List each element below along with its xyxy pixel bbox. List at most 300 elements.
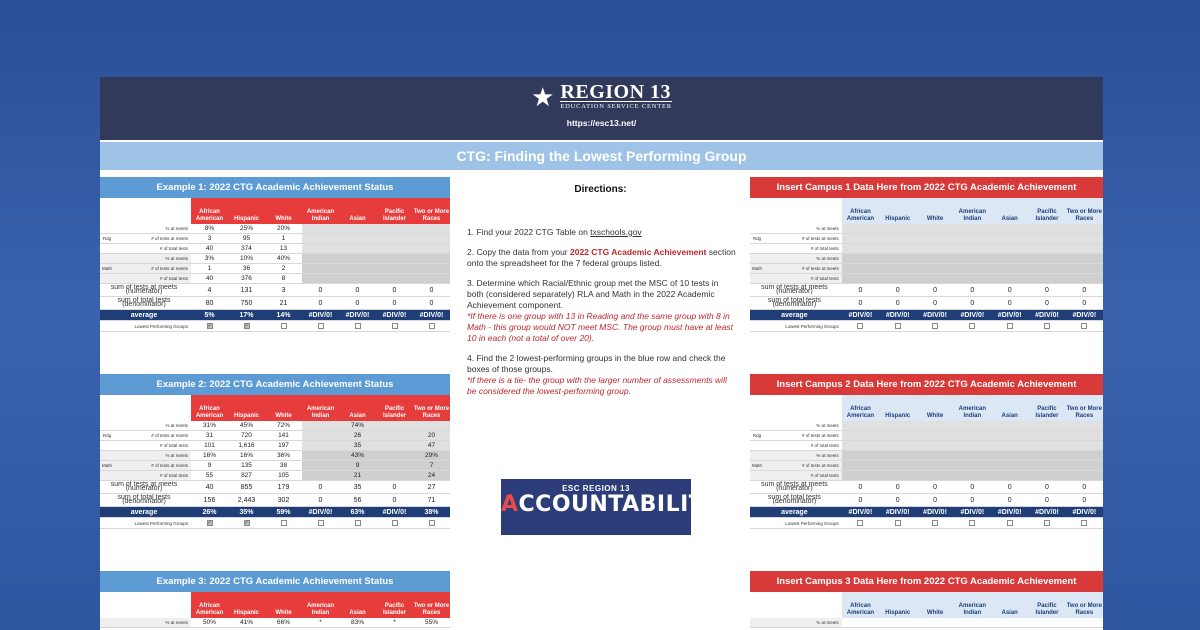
data-cell[interactable] <box>954 244 991 254</box>
data-cell[interactable] <box>916 264 953 274</box>
table-cell[interactable] <box>954 618 991 628</box>
group-header: White <box>265 592 302 618</box>
checkbox-icon[interactable] <box>857 520 863 526</box>
checkbox-icon[interactable] <box>969 323 975 329</box>
step-4-text: 4. Find the 2 lowest-performing groups in the blue row and check the boxes of those groups. <box>467 353 726 374</box>
data-cell[interactable] <box>1066 421 1103 431</box>
data-cell[interactable] <box>1028 234 1065 244</box>
table-cell[interactable] <box>991 618 1028 628</box>
row-label: # of total tests <box>764 274 842 284</box>
sum-meets-row-cell: 0 <box>879 481 916 494</box>
data-cell: 20% <box>265 224 302 234</box>
data-cell: 47 <box>413 441 450 451</box>
row-group-label <box>100 441 114 451</box>
data-cell: 197 <box>265 441 302 451</box>
data-cell[interactable] <box>1028 441 1065 451</box>
lowest-checkbox-cell <box>376 321 413 332</box>
data-cell[interactable] <box>991 224 1028 234</box>
step-2-highlight: 2022 CTG Academic Achievement <box>570 247 707 257</box>
lowest-checkbox-cell <box>954 321 991 332</box>
checkbox-icon[interactable] <box>1007 323 1013 329</box>
data-cell[interactable] <box>991 451 1028 461</box>
data-cell[interactable] <box>1028 421 1065 431</box>
data-cell[interactable] <box>879 234 916 244</box>
data-cell <box>302 431 339 441</box>
average-cell: #DIV/0! <box>954 310 991 321</box>
sum-total-row-cell: 21 <box>265 297 302 310</box>
data-cell[interactable] <box>842 441 879 451</box>
data-cell <box>339 224 376 234</box>
row-group-label <box>750 244 764 254</box>
group-header: Hispanic <box>228 198 265 224</box>
data-cell[interactable] <box>842 431 879 441</box>
sum-meets-row-cell: 0 <box>842 481 879 494</box>
data-cell[interactable] <box>1066 244 1103 254</box>
sum-total-row-cell: 0 <box>954 494 991 507</box>
data-cell[interactable] <box>1028 254 1065 264</box>
group-header: African American <box>191 198 228 224</box>
step-2-text-end: section onto the spreadsheet for the 7 federal groups listed. <box>467 247 736 268</box>
checkbox-checked-icon[interactable]: ✓ <box>244 519 249 526</box>
data-cell: 2 <box>265 264 302 274</box>
checkbox-icon[interactable] <box>355 323 361 329</box>
group-header: Two or More Races <box>413 592 450 618</box>
lowest-checkbox-cell <box>191 321 228 332</box>
campus-2-panel <box>750 374 1103 529</box>
group-header: Hispanic <box>879 395 916 421</box>
data-cell: 36% <box>265 451 302 461</box>
data-cell[interactable] <box>991 264 1028 274</box>
table-cell[interactable] <box>879 618 916 628</box>
data-cell: 16% <box>191 451 228 461</box>
average-cell: #DIV/0! <box>991 310 1028 321</box>
data-cell[interactable] <box>879 461 916 471</box>
data-cell: 26 <box>339 431 376 441</box>
table-cell: 50% <box>191 618 228 628</box>
group-header: American Indian <box>954 395 991 421</box>
data-cell[interactable] <box>1066 441 1103 451</box>
row-label: % at meets <box>764 224 842 234</box>
data-cell[interactable] <box>879 451 916 461</box>
campus-1-table <box>750 198 1103 332</box>
lowest-checkbox-cell <box>1066 321 1103 332</box>
data-cell <box>302 421 339 431</box>
sum-meets-row-cell: 0 <box>991 284 1028 297</box>
row-group-label: Math <box>750 461 764 471</box>
data-cell[interactable] <box>954 461 991 471</box>
average-cell: #DIV/0! <box>954 507 991 518</box>
checkbox-icon[interactable] <box>318 323 324 329</box>
lowest-checkbox-cell <box>265 321 302 332</box>
data-cell[interactable] <box>879 264 916 274</box>
data-cell <box>302 461 339 471</box>
data-cell: 24 <box>413 471 450 481</box>
data-cell[interactable] <box>842 471 879 481</box>
sum-meets-row-cell: 0 <box>413 284 450 297</box>
sum-total-row-cell: 0 <box>879 494 916 507</box>
data-cell[interactable] <box>1028 431 1065 441</box>
data-cell[interactable] <box>879 421 916 431</box>
data-cell: 31 <box>191 431 228 441</box>
sum-meets-row-cell: 0 <box>991 481 1028 494</box>
step-2-text: 2. Copy the data from your <box>467 247 570 257</box>
data-cell[interactable] <box>1028 461 1065 471</box>
data-cell[interactable] <box>991 461 1028 471</box>
average-cell: #DIV/0! <box>1028 507 1065 518</box>
data-cell: 9 <box>191 461 228 471</box>
row-label: % at meets <box>764 254 842 264</box>
data-cell[interactable] <box>1066 234 1103 244</box>
data-cell: 3 <box>191 234 228 244</box>
table-cell[interactable] <box>916 618 953 628</box>
sum-meets-row-cell: 0 <box>302 481 339 494</box>
checkbox-checked-icon[interactable]: ✓ <box>244 322 249 329</box>
row-label: # of tests at meets <box>764 264 842 274</box>
sum-meets-row-cell: 0 <box>879 284 916 297</box>
data-cell <box>376 431 413 441</box>
sum-meets-row-cell: 0 <box>376 284 413 297</box>
data-cell[interactable] <box>991 244 1028 254</box>
lowest-checkbox-cell <box>879 321 916 332</box>
group-header: Two or More Races <box>413 198 450 224</box>
example-2-panel <box>100 374 450 529</box>
sum-meets-row-cell: 4 <box>191 284 228 297</box>
average-cell: 59% <box>265 507 302 518</box>
data-cell[interactable] <box>842 451 879 461</box>
data-cell[interactable] <box>916 451 953 461</box>
data-cell[interactable] <box>1028 451 1065 461</box>
lowest-checkbox-cell <box>265 518 302 529</box>
sum-total-row-cell: 0 <box>991 297 1028 310</box>
lowest-checkbox-cell <box>228 321 265 332</box>
data-cell[interactable] <box>954 431 991 441</box>
group-header: American Indian <box>302 592 339 618</box>
header-spacer <box>750 592 764 618</box>
data-cell[interactable] <box>991 421 1028 431</box>
checkbox-icon[interactable] <box>1044 520 1050 526</box>
checkbox-icon[interactable] <box>281 520 287 526</box>
sum-total-row-cell: 0 <box>1066 297 1103 310</box>
data-cell: 1 <box>265 234 302 244</box>
group-header: White <box>916 592 953 618</box>
accountability-logo-a: A <box>501 492 519 517</box>
group-header: Two or More Races <box>1066 592 1103 618</box>
data-cell[interactable] <box>954 224 991 234</box>
checkbox-icon[interactable] <box>857 323 863 329</box>
data-cell[interactable] <box>916 421 953 431</box>
average-label: average <box>100 310 191 321</box>
row-label: # of total tests <box>114 471 191 481</box>
checkbox-icon[interactable] <box>429 323 435 329</box>
sum-total-row-cell: 0 <box>376 297 413 310</box>
row-label: sum of tests at meets (numerator) <box>100 284 191 297</box>
data-cell[interactable] <box>842 264 879 274</box>
table-cell: * <box>376 618 413 628</box>
data-cell[interactable] <box>1028 264 1065 274</box>
data-cell[interactable] <box>991 431 1028 441</box>
data-cell[interactable] <box>954 441 991 451</box>
checkbox-icon[interactable] <box>281 323 287 329</box>
group-header: Pacific Islander <box>376 395 413 421</box>
lowest-checkbox-cell <box>302 518 339 529</box>
table-cell[interactable] <box>842 618 879 628</box>
data-cell[interactable] <box>879 441 916 451</box>
data-cell[interactable] <box>916 244 953 254</box>
data-cell[interactable] <box>991 441 1028 451</box>
average-label: average <box>750 507 842 518</box>
lowest-checkbox-cell <box>1028 321 1065 332</box>
data-cell[interactable] <box>879 471 916 481</box>
group-header: Hispanic <box>228 592 265 618</box>
sum-total-row-cell: 0 <box>842 297 879 310</box>
data-cell <box>376 234 413 244</box>
data-cell[interactable] <box>1066 431 1103 441</box>
data-cell: 827 <box>228 471 265 481</box>
data-cell <box>376 471 413 481</box>
group-header: Hispanic <box>879 198 916 224</box>
data-cell[interactable] <box>916 431 953 441</box>
data-cell[interactable] <box>842 254 879 264</box>
sum-total-row-cell: 302 <box>265 494 302 507</box>
data-cell[interactable] <box>842 274 879 284</box>
sum-total-row-cell: 0 <box>1028 297 1065 310</box>
row-label: sum of tests at meets (numerator) <box>100 481 191 494</box>
data-cell: 9 <box>339 461 376 471</box>
row-label: % at meets <box>114 224 191 234</box>
checkbox-icon[interactable] <box>1081 520 1087 526</box>
data-cell: 40 <box>191 244 228 254</box>
group-header: Asian <box>991 592 1028 618</box>
sum-meets-row-cell: 27 <box>413 481 450 494</box>
average-cell: 5% <box>191 310 228 321</box>
checkbox-icon[interactable] <box>392 323 398 329</box>
data-cell[interactable] <box>991 254 1028 264</box>
header-spacer <box>100 592 114 618</box>
average-cell: #DIV/0! <box>842 507 879 518</box>
step-3-text: 3. Determine which Racial/Ethnic group met the MSC of 10 tests in both (considered separately) RLA and Math in the 2022 Academic Achievement component. <box>467 278 719 310</box>
row-group-label <box>100 254 114 264</box>
data-cell: 13 <box>265 244 302 254</box>
lowest-checkbox-cell <box>916 321 953 332</box>
campus-2-table <box>750 395 1103 529</box>
group-header: African American <box>191 592 228 618</box>
sum-total-row-cell: 0 <box>991 494 1028 507</box>
checkbox-icon[interactable] <box>1081 323 1087 329</box>
data-cell[interactable] <box>879 431 916 441</box>
row-group-label <box>750 254 764 264</box>
data-cell[interactable] <box>879 274 916 284</box>
data-cell[interactable] <box>1028 224 1065 234</box>
data-cell[interactable] <box>991 274 1028 284</box>
example-1-title: Example 1: 2022 CTG Academic Achievement Status <box>100 177 450 198</box>
data-cell[interactable] <box>954 451 991 461</box>
average-label: average <box>100 507 191 518</box>
row-group-label: Math <box>100 461 114 471</box>
data-cell <box>413 224 450 234</box>
data-cell: 1 <box>191 264 228 274</box>
table-cell[interactable] <box>1066 618 1103 628</box>
table-cell[interactable] <box>1028 618 1065 628</box>
sum-meets-row-cell: 35 <box>339 481 376 494</box>
data-cell[interactable] <box>954 274 991 284</box>
row-group-label: Rdg <box>100 431 114 441</box>
data-cell[interactable] <box>842 421 879 431</box>
sum-meets-row-cell: 0 <box>954 284 991 297</box>
checkbox-icon[interactable] <box>895 323 901 329</box>
average-cell: #DIV/0! <box>376 507 413 518</box>
data-cell <box>413 274 450 284</box>
data-cell[interactable] <box>1066 451 1103 461</box>
data-cell[interactable] <box>879 244 916 254</box>
data-cell <box>413 244 450 254</box>
row-label: # of total tests <box>114 274 191 284</box>
step-1-text: 1. Find your 2022 CTG Table on <box>467 227 591 237</box>
sum-meets-row-cell: 40 <box>191 481 228 494</box>
data-cell[interactable] <box>1028 274 1065 284</box>
data-cell[interactable] <box>916 234 953 244</box>
data-cell: 16% <box>228 451 265 461</box>
data-cell[interactable] <box>842 234 879 244</box>
checkbox-icon[interactable] <box>932 323 938 329</box>
data-cell[interactable] <box>916 461 953 471</box>
average-cell: 26% <box>191 507 228 518</box>
checkbox-icon[interactable] <box>1007 520 1013 526</box>
data-cell[interactable] <box>954 264 991 274</box>
site-url[interactable]: https://esc13.net/ <box>566 118 637 128</box>
checkbox-icon[interactable] <box>932 520 938 526</box>
row-group-label <box>750 224 764 234</box>
data-cell[interactable] <box>1028 244 1065 254</box>
checkbox-icon[interactable] <box>1044 323 1050 329</box>
row-group-label <box>750 618 764 628</box>
data-cell <box>376 441 413 451</box>
table-cell: 83% <box>339 618 376 628</box>
logo-main-text: REGION 13 <box>560 81 672 103</box>
sum-meets-row-cell: 3 <box>265 284 302 297</box>
data-cell[interactable] <box>842 224 879 234</box>
data-cell[interactable] <box>1066 254 1103 264</box>
sum-meets-row-cell: 855 <box>228 481 265 494</box>
group-header: Pacific Islander <box>1028 198 1065 224</box>
row-label: % at meets <box>114 618 191 628</box>
data-cell[interactable] <box>916 224 953 234</box>
txschools-link[interactable]: txschools.gov <box>590 227 642 237</box>
row-group-label <box>750 421 764 431</box>
row-label: % at meets <box>764 451 842 461</box>
table-cell: 55% <box>413 618 450 628</box>
checkbox-checked-icon[interactable]: ✓ <box>207 322 212 329</box>
group-header: White <box>916 198 953 224</box>
checkbox-icon[interactable] <box>895 520 901 526</box>
group-header: White <box>265 198 302 224</box>
data-cell: 10% <box>228 254 265 264</box>
checkbox-icon[interactable] <box>392 520 398 526</box>
data-cell[interactable] <box>991 234 1028 244</box>
row-group-label <box>100 421 114 431</box>
data-cell[interactable] <box>1066 461 1103 471</box>
header-spacer <box>114 395 191 421</box>
header-spacer <box>764 395 842 421</box>
row-label: # of total tests <box>764 471 842 481</box>
checkbox-icon[interactable] <box>429 520 435 526</box>
data-cell[interactable] <box>842 461 879 471</box>
lowest-checkbox-cell <box>842 321 879 332</box>
data-cell[interactable] <box>1066 274 1103 284</box>
group-header: American Indian <box>302 198 339 224</box>
directions-title: Directions: <box>574 184 627 195</box>
lowest-checkbox-cell <box>991 518 1028 529</box>
data-cell[interactable] <box>842 244 879 254</box>
row-group-label <box>100 471 114 481</box>
data-cell: 72% <box>265 421 302 431</box>
data-cell[interactable] <box>991 471 1028 481</box>
row-label: # of total tests <box>764 441 842 451</box>
data-cell <box>413 254 450 264</box>
sum-meets-row-cell: 0 <box>1066 284 1103 297</box>
checkbox-icon[interactable] <box>969 520 975 526</box>
data-cell: 38 <box>265 461 302 471</box>
average-cell: #DIV/0! <box>1028 310 1065 321</box>
data-cell[interactable] <box>1066 264 1103 274</box>
data-cell[interactable] <box>916 471 953 481</box>
header-spacer <box>114 198 191 224</box>
data-cell[interactable] <box>954 254 991 264</box>
group-header: American Indian <box>954 198 991 224</box>
data-cell[interactable] <box>879 224 916 234</box>
accountability-logo-rest: CCOUNTABILITY <box>518 492 721 517</box>
sum-total-row-cell: 0 <box>916 297 953 310</box>
row-group-label: Math <box>100 264 114 274</box>
sum-total-row-cell: 71 <box>413 494 450 507</box>
sum-meets-row-cell: 0 <box>842 284 879 297</box>
data-cell[interactable] <box>954 234 991 244</box>
example-2-table <box>100 395 450 529</box>
data-cell[interactable] <box>954 421 991 431</box>
data-cell: 40% <box>265 254 302 264</box>
row-group-label: Math <box>750 264 764 274</box>
row-label: # of tests at meets <box>764 461 842 471</box>
sum-total-row-cell: 0 <box>302 297 339 310</box>
data-cell[interactable] <box>879 254 916 264</box>
sum-total-row-cell: 0 <box>413 297 450 310</box>
sum-total-row-cell: 0 <box>1066 494 1103 507</box>
data-cell[interactable] <box>1066 471 1103 481</box>
average-cell: 14% <box>265 310 302 321</box>
step-3 <box>467 278 736 344</box>
region13-logo <box>100 83 1103 110</box>
data-cell[interactable] <box>1066 224 1103 234</box>
group-header: Two or More Races <box>1066 198 1103 224</box>
data-cell[interactable] <box>1028 471 1065 481</box>
data-cell[interactable] <box>916 254 953 264</box>
data-cell: 95 <box>228 234 265 244</box>
data-cell[interactable] <box>916 441 953 451</box>
lowest-checkbox-cell <box>954 518 991 529</box>
data-cell: 45% <box>228 421 265 431</box>
group-header: Asian <box>991 198 1028 224</box>
average-cell: #DIV/0! <box>302 507 339 518</box>
table-cell: 41% <box>228 618 265 628</box>
sum-total-row-cell: 80 <box>191 297 228 310</box>
checkbox-checked-icon[interactable]: ✓ <box>207 519 212 526</box>
sum-meets-row-cell: 179 <box>265 481 302 494</box>
checkbox-icon[interactable] <box>355 520 361 526</box>
data-cell[interactable] <box>954 471 991 481</box>
data-cell[interactable] <box>916 274 953 284</box>
row-label: sum of tests at meets (numerator) <box>750 481 842 494</box>
row-label: % at meets <box>114 451 191 461</box>
checkbox-icon[interactable] <box>318 520 324 526</box>
